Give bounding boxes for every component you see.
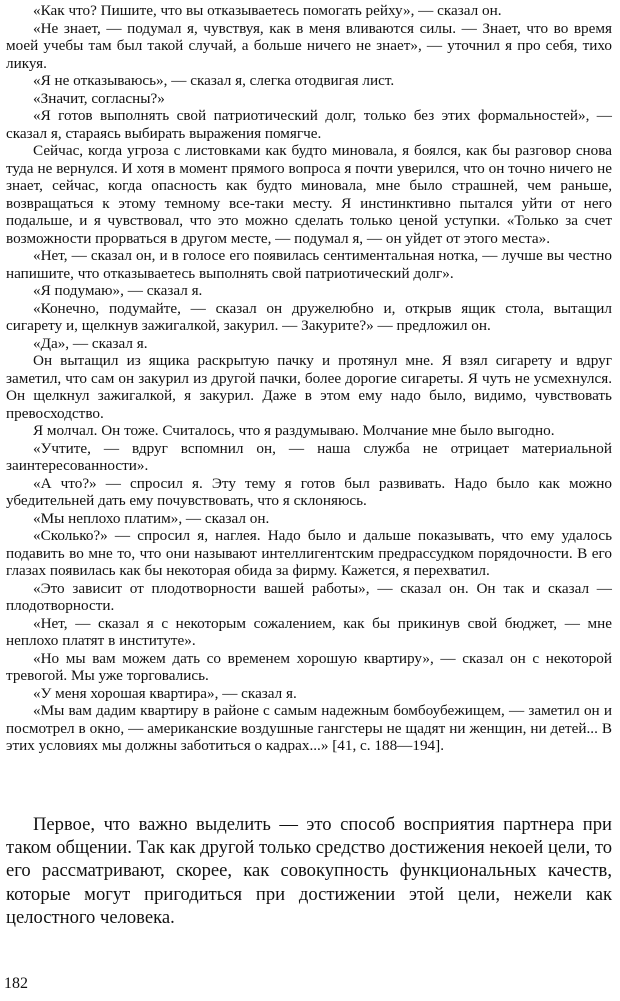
paragraph: «Конечно, подумайте, — сказал он дружелюбно и, открыв ящик стола, вытащил сигарету и, щелкнув зажигалкой, закурил. — Закурите?» — предложил он.	[6, 299, 612, 334]
paragraph: «Это зависит от плодотворности вашей работы», — сказал он. Он так и сказал — плодотворности.	[6, 579, 612, 614]
paragraph: «Да», — сказал я.	[33, 334, 148, 352]
paragraph: «Я готов выполнять свой патриотический долг, только без этих формальностей», — сказал я, стараясь выбирать выражения помягче.	[6, 107, 612, 142]
paragraph: Сейчас, когда угроза с листовками как будто миновала, я боялся, как бы разговор снова туда не вернулся. И хотя в момент прямого вопроса я почти уверился, что он точно ничего не знает, сейчас, когда опасность как будто миновала, мне было страшней, чем раньше, возвращаться к этому темному все-таки месту. Я инстинктивно пытался уйти от него подальше, и я чувствовал, что это можно сделать только ценой уступки. «Только за счет возможности прорваться в другом месте, — подумал я, — он уйдет от этого места».	[6, 142, 612, 247]
dialogue-text	[6, 2, 612, 755]
paragraph: «Нет, — сказал я с некоторым сожалением, как бы прикинув свой бюджет, — мне неплохо платят в институте».	[6, 614, 612, 649]
paragraph: «Нет, — сказал он, и в голосе его появилась сентиментальная нотка, — лучше вы честно напишите, что отказываетесь выполнять свой патриотический долг».	[6, 247, 612, 282]
section-gap	[6, 755, 612, 813]
conclusion-text	[6, 813, 612, 930]
paragraph: «А что?» — спросил я. Эту тему я готов был развивать. Надо было как можно убедительней дать ему почувствовать, что я склоняюсь.	[6, 474, 612, 509]
conclusion-paragraph: Первое, что важно выделить — это способ восприятия партнера при таком общении. Так как другой только средство достижения некоей цели, то его рассматривают, скорее, как совокупность функциональных качеств, которые могут пригодиться при достижении этой цели, нежели как целостного человека.	[6, 813, 612, 929]
paragraph: Он вытащил из ящика раскрытую пачку и протянул мне. Я взял сигарету и вдруг заметил, что сам он закурил из другой пачки, более дорогие сигареты. Я чуть не усмехнулся. Он щелкнул зажигалкой, я закурил. Даже в этом ему надо было, видимо, чувствовать превосходство.	[6, 352, 612, 422]
paragraph: «Я не отказываюсь», — сказал я, слегка отодвигая лист.	[33, 72, 395, 89]
paragraph: «Но мы вам можем дать со временем хорошую квартиру», — сказал он с некоторой тревогой. Мы уже торговались.	[6, 649, 612, 684]
paragraph: «Как что? Пишите, что вы отказываетесь помогать рейху», — сказал он.	[33, 2, 502, 19]
paragraph: «Учтите, — вдруг вспомнил он, — наша служба не отрицает материальной заинтересованности».	[6, 439, 612, 474]
paragraph: Я молчал. Он тоже. Считалось, что я раздумываю. Молчание мне было выгодно.	[33, 422, 555, 439]
paragraph: «Мы неплохо платим», — сказал он.	[33, 509, 270, 527]
paragraph: «Сколько?» — спросил я, наглея. Надо было и дальше показывать, что ему удалось подавить во мне то, что они называют интеллигентским предрассудком порядочности. В его глазах появилась как бы некоторая обида за фирму. Кажется, я перехватил.	[6, 527, 612, 579]
paragraph: «Не знает, — подумал я, чувствуя, как в меня вливаются силы. — Знает, что во время моей учебы там был такой случай, а больше ничего не знает», — уточнил я про себя, тихо ликуя.	[6, 19, 612, 72]
paragraph: «Значит, согласны?»	[33, 89, 165, 107]
page-number: 182	[4, 975, 28, 992]
paragraph: «Мы вам дадим квартиру в районе с самым надежным бомбоубежищем, — заметил он и посмотрел в окно, — американские воздушные гангстеры не щадят ни женщин, ни детей... В этих условиях мы должны заботиться о кадрах...» [41, с. 188—194].	[6, 702, 612, 754]
paragraph: «У меня хорошая квартира», — сказал я.	[33, 684, 297, 702]
paragraph: «Я подумаю», — сказал я.	[33, 282, 203, 299]
